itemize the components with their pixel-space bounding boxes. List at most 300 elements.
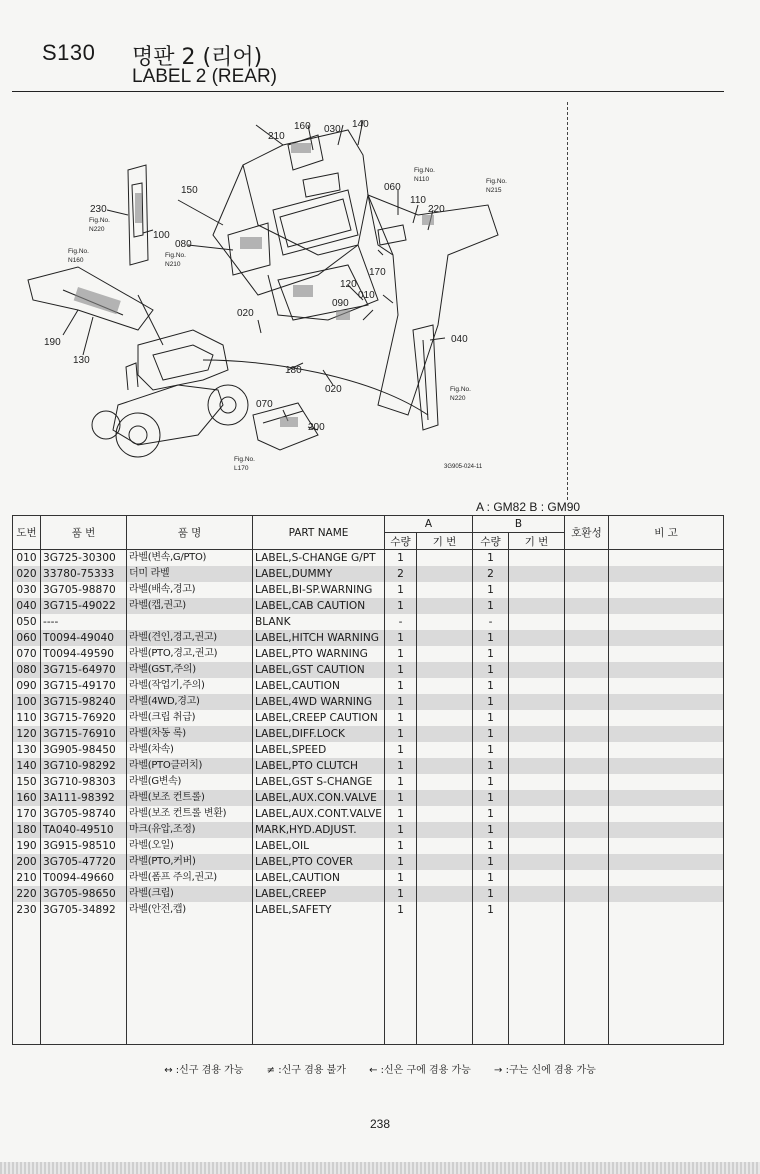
- cell-qty-b: 1: [473, 822, 509, 838]
- cell-name-ko: 라벨(GST,주의): [127, 662, 253, 678]
- cell-qty-a: 1: [385, 758, 417, 774]
- cell-qty-a: 1: [385, 630, 417, 646]
- cell-interchange: [565, 614, 609, 630]
- header-code-a: 기 번: [417, 533, 473, 550]
- cell-qty-a: 1: [385, 646, 417, 662]
- cell-part-no: 3G715-98240: [41, 694, 127, 710]
- cell-qty-a: 1: [385, 774, 417, 790]
- cell-part-no: 3G715-64970: [41, 662, 127, 678]
- cell-qty-a: 1: [385, 806, 417, 822]
- legend-old-to-new: → :구는 신에 겸용 가능: [494, 1065, 596, 1076]
- cell-qty-b: 1: [473, 678, 509, 694]
- cell-qty-b: 1: [473, 710, 509, 726]
- cell-qty-a: 1: [385, 550, 417, 567]
- cell-code-b: [509, 886, 565, 902]
- cell-code-a: [417, 662, 473, 678]
- cell-interchange: [565, 710, 609, 726]
- cell-interchange: [565, 662, 609, 678]
- table-row: [13, 614, 724, 630]
- cell-ref-no: 060: [13, 630, 41, 646]
- callout-010: 010: [358, 290, 375, 301]
- cell-interchange: [565, 886, 609, 902]
- table-row: [13, 646, 724, 662]
- cell-ref-no: 080: [13, 662, 41, 678]
- cell-qty-b: 1: [473, 758, 509, 774]
- cell-ref-no: 230: [13, 902, 41, 918]
- cell-part-no: 3G915-98510: [41, 838, 127, 854]
- figref-n220-left-line1: Fig.No.: [89, 217, 110, 224]
- cell-remarks: [609, 694, 724, 710]
- cell-ref-no: 090: [13, 678, 41, 694]
- cell-code-b: [509, 726, 565, 742]
- header-qty-a: 수량: [385, 533, 417, 550]
- cell-qty-b: 1: [473, 646, 509, 662]
- table-row: [13, 598, 724, 614]
- table-row: [13, 726, 724, 742]
- cell-part-name: LABEL,SPEED: [253, 742, 385, 758]
- callout-130: 130: [73, 355, 90, 366]
- figref-l170-line1: Fig.No.: [234, 456, 255, 463]
- cell-qty-b: 1: [473, 854, 509, 870]
- cell-part-name: LABEL,PTO WARNING: [253, 646, 385, 662]
- cell-ref-no: 210: [13, 870, 41, 886]
- cell-code-a: [417, 742, 473, 758]
- cell-name-ko: 라벨(작업기,주의): [127, 678, 253, 694]
- cell-qty-b: 1: [473, 550, 509, 567]
- empty-cell: [13, 918, 41, 1045]
- cell-remarks: [609, 726, 724, 742]
- cell-name-ko: 라벨(PTO,커버): [127, 854, 253, 870]
- cell-code-a: [417, 790, 473, 806]
- figref-n220-right-line1: Fig.No.: [450, 386, 471, 393]
- cell-qty-a: 1: [385, 790, 417, 806]
- legend-not-interchangeable: ≠ :신구 겸용 불가: [266, 1065, 346, 1076]
- cell-part-no: ----: [41, 614, 127, 630]
- cell-code-a: [417, 806, 473, 822]
- figref-n210-line2: N210: [165, 261, 181, 268]
- cell-part-name: LABEL,AUX.CON.VALVE: [253, 790, 385, 806]
- model-legend: A : GM82 B : GM90: [476, 500, 581, 514]
- header-part-no: 품 번: [41, 516, 127, 550]
- cell-part-no: T0094-49590: [41, 646, 127, 662]
- table-row: [13, 774, 724, 790]
- header-part-name: PART NAME: [253, 516, 385, 550]
- cell-part-no: 3G715-49022: [41, 598, 127, 614]
- cell-name-ko: 라벨(폼프 주의,권고): [127, 870, 253, 886]
- cell-qty-a: 1: [385, 694, 417, 710]
- cell-interchange: [565, 694, 609, 710]
- cell-qty-b: 1: [473, 582, 509, 598]
- cell-interchange: [565, 582, 609, 598]
- figref-n215-line1: Fig.No.: [486, 178, 507, 185]
- cell-part-name: LABEL,CREEP CAUTION: [253, 710, 385, 726]
- cell-qty-a: 1: [385, 886, 417, 902]
- cell-code-a: [417, 886, 473, 902]
- cell-code-b: [509, 806, 565, 822]
- callout-190: 190: [44, 337, 61, 348]
- cell-code-a: [417, 838, 473, 854]
- cell-code-a: [417, 902, 473, 918]
- table-row: [13, 566, 724, 582]
- cell-name-ko: 마크(유압,조정): [127, 822, 253, 838]
- cell-part-name: LABEL,AUX.CONT.VALVE: [253, 806, 385, 822]
- empty-cell: [473, 918, 509, 1045]
- cell-remarks: [609, 598, 724, 614]
- cell-interchange: [565, 870, 609, 886]
- cell-remarks: [609, 790, 724, 806]
- cell-code-a: [417, 870, 473, 886]
- cell-qty-a: 1: [385, 598, 417, 614]
- cell-interchange: [565, 774, 609, 790]
- cell-part-name: LABEL,SAFETY: [253, 902, 385, 918]
- table-row: [13, 662, 724, 678]
- cell-name-ko: 라벨(크립): [127, 886, 253, 902]
- cell-part-no: 3A111-98392: [41, 790, 127, 806]
- callout-200: 200: [308, 422, 325, 433]
- cell-part-no: 3G705-98650: [41, 886, 127, 902]
- cell-remarks: [609, 758, 724, 774]
- callout-210: 210: [268, 131, 285, 142]
- legend-both-ways: ↔ :신구 겸용 가능: [164, 1065, 244, 1076]
- table-row: [13, 838, 724, 854]
- cell-part-name: LABEL,HITCH WARNING: [253, 630, 385, 646]
- cell-qty-a: 1: [385, 726, 417, 742]
- header-code-b: 기 번: [509, 533, 565, 550]
- cell-remarks: [609, 806, 724, 822]
- cell-part-no: 3G710-98303: [41, 774, 127, 790]
- cell-code-a: [417, 774, 473, 790]
- cell-part-name: LABEL,GST S-CHANGE: [253, 774, 385, 790]
- cell-part-name: LABEL,S-CHANGE G/PT: [253, 550, 385, 567]
- cell-part-no: 3G705-47720: [41, 854, 127, 870]
- cell-code-a: [417, 854, 473, 870]
- title-divider: [12, 91, 724, 92]
- cell-interchange: [565, 902, 609, 918]
- cell-name-ko: 라벨(G변속): [127, 774, 253, 790]
- cell-part-name: LABEL,BI-SP.WARNING: [253, 582, 385, 598]
- cell-part-name: LABEL,DIFF.LOCK: [253, 726, 385, 742]
- cell-qty-a: 1: [385, 710, 417, 726]
- cell-part-name: LABEL,GST CAUTION: [253, 662, 385, 678]
- cell-name-ko: 라벨(오일): [127, 838, 253, 854]
- cell-name-ko: 라벨(변속,G/PTO): [127, 550, 253, 567]
- cell-code-b: [509, 582, 565, 598]
- cell-qty-b: 1: [473, 630, 509, 646]
- table-row: [13, 902, 724, 918]
- drawing-code: 3G905-024-11: [444, 464, 483, 470]
- figref-n215-line2: N215: [486, 187, 502, 194]
- cell-remarks: [609, 646, 724, 662]
- callout-150: 150: [181, 185, 198, 196]
- cell-remarks: [609, 822, 724, 838]
- cell-part-no: 3G725-30300: [41, 550, 127, 567]
- callout-160: 160: [294, 121, 311, 132]
- cell-code-a: [417, 694, 473, 710]
- cell-name-ko: 라벨(견인,경고,권고): [127, 630, 253, 646]
- cell-part-no: 3G705-98740: [41, 806, 127, 822]
- cell-interchange: [565, 838, 609, 854]
- cell-qty-b: -: [473, 614, 509, 630]
- cell-qty-b: 1: [473, 902, 509, 918]
- cell-code-b: [509, 790, 565, 806]
- cell-remarks: [609, 902, 724, 918]
- header-group-b: B: [473, 516, 565, 533]
- interchange-legend: [0, 1061, 760, 1076]
- cell-ref-no: 160: [13, 790, 41, 806]
- cell-remarks: [609, 742, 724, 758]
- diagram-divider: [567, 102, 568, 500]
- cell-interchange: [565, 646, 609, 662]
- cell-ref-no: 130: [13, 742, 41, 758]
- exploded-parts-diagram: [18, 105, 558, 505]
- cell-name-ko: 라벨(배속,경고): [127, 582, 253, 598]
- cell-part-no: 3G715-49170: [41, 678, 127, 694]
- cell-ref-no: 020: [13, 566, 41, 582]
- cell-ref-no: 070: [13, 646, 41, 662]
- cell-ref-no: 120: [13, 726, 41, 742]
- cell-part-no: 3G705-34892: [41, 902, 127, 918]
- cell-remarks: [609, 614, 724, 630]
- cell-qty-a: 2: [385, 566, 417, 582]
- figref-n210-line1: Fig.No.: [165, 252, 186, 259]
- cell-part-no: 3G715-76910: [41, 726, 127, 742]
- cell-qty-b: 1: [473, 662, 509, 678]
- cell-ref-no: 140: [13, 758, 41, 774]
- cell-part-name: MARK,HYD.ADJUST.: [253, 822, 385, 838]
- cell-ref-no: 100: [13, 694, 41, 710]
- cell-remarks: [609, 710, 724, 726]
- cell-ref-no: 110: [13, 710, 41, 726]
- section-code: S130: [42, 40, 96, 65]
- cell-remarks: [609, 854, 724, 870]
- cell-code-a: [417, 646, 473, 662]
- cell-qty-b: 1: [473, 838, 509, 854]
- cell-remarks: [609, 886, 724, 902]
- cell-code-a: [417, 678, 473, 694]
- cell-remarks: [609, 774, 724, 790]
- cell-code-b: [509, 758, 565, 774]
- cell-code-b: [509, 854, 565, 870]
- page-title-english: LABEL 2 (REAR): [132, 66, 278, 87]
- cell-name-ko: 라벨(차동 록): [127, 726, 253, 742]
- cell-name-ko: 라벨(PTO,경고,권고): [127, 646, 253, 662]
- cell-code-a: [417, 726, 473, 742]
- cell-interchange: [565, 854, 609, 870]
- cell-interchange: [565, 566, 609, 582]
- cell-code-a: [417, 582, 473, 598]
- cell-qty-b: 1: [473, 694, 509, 710]
- callout-120: 120: [340, 279, 357, 290]
- cell-name-ko: 라벨(PTO클러치): [127, 758, 253, 774]
- cell-ref-no: 190: [13, 838, 41, 854]
- cell-qty-a: 1: [385, 582, 417, 598]
- cell-remarks: [609, 630, 724, 646]
- cell-qty-a: 1: [385, 854, 417, 870]
- cell-code-b: [509, 694, 565, 710]
- callout-040: 040: [451, 334, 468, 345]
- cell-code-b: [509, 566, 565, 582]
- header-interchange: 호환성: [565, 516, 609, 550]
- table-row: [13, 550, 724, 567]
- cell-part-name: LABEL,4WD WARNING: [253, 694, 385, 710]
- cell-part-name: LABEL,CAB CAUTION: [253, 598, 385, 614]
- cell-part-no: 33780-75333: [41, 566, 127, 582]
- cell-interchange: [565, 806, 609, 822]
- cell-code-b: [509, 774, 565, 790]
- cell-code-a: [417, 710, 473, 726]
- cell-qty-a: 1: [385, 838, 417, 854]
- cell-part-no: T0094-49660: [41, 870, 127, 886]
- table-empty-space: [13, 918, 724, 1045]
- cell-ref-no: 040: [13, 598, 41, 614]
- cell-ref-no: 030: [13, 582, 41, 598]
- cell-ref-no: 170: [13, 806, 41, 822]
- cell-name-ko: 더미 라벨: [127, 566, 253, 582]
- callout-180: 180: [285, 365, 302, 376]
- cell-code-b: [509, 678, 565, 694]
- table-row: [13, 694, 724, 710]
- callout-060: 060: [384, 182, 401, 193]
- cell-interchange: [565, 630, 609, 646]
- cell-interchange: [565, 550, 609, 567]
- header-group-a: A: [385, 516, 473, 533]
- table-header-row: [13, 516, 724, 533]
- cell-remarks: [609, 838, 724, 854]
- callout-220: 220: [428, 204, 445, 215]
- cell-ref-no: 180: [13, 822, 41, 838]
- table-row: [13, 790, 724, 806]
- cell-code-a: [417, 598, 473, 614]
- cell-code-b: [509, 742, 565, 758]
- cell-qty-b: 1: [473, 790, 509, 806]
- cell-interchange: [565, 790, 609, 806]
- header-qty-b: 수량: [473, 533, 509, 550]
- cell-name-ko: 라벨(크립 취급): [127, 710, 253, 726]
- cell-code-b: [509, 614, 565, 630]
- cell-part-no: 3G705-98870: [41, 582, 127, 598]
- cell-code-b: [509, 902, 565, 918]
- table-row: [13, 870, 724, 886]
- cell-qty-a: -: [385, 614, 417, 630]
- legend-new-to-old: ← :신은 구에 겸용 가능: [369, 1065, 471, 1076]
- cell-name-ko: 라벨(캡,권고): [127, 598, 253, 614]
- cell-remarks: [609, 678, 724, 694]
- cell-qty-b: 1: [473, 870, 509, 886]
- cell-code-a: [417, 550, 473, 567]
- cell-part-name: LABEL,PTO COVER: [253, 854, 385, 870]
- table-row: [13, 630, 724, 646]
- empty-cell: [509, 918, 565, 1045]
- cell-code-a: [417, 630, 473, 646]
- cell-ref-no: 220: [13, 886, 41, 902]
- empty-cell: [253, 918, 385, 1045]
- callout-090: 090: [332, 298, 349, 309]
- cell-code-b: [509, 646, 565, 662]
- cell-code-b: [509, 710, 565, 726]
- empty-cell: [565, 918, 609, 1045]
- callout-230: 230: [90, 204, 107, 215]
- cell-part-name: LABEL,PTO CLUTCH: [253, 758, 385, 774]
- empty-cell: [127, 918, 253, 1045]
- table-row: [13, 582, 724, 598]
- table-row: [13, 822, 724, 838]
- callout-020-lower: 020: [325, 384, 342, 395]
- cell-part-name: LABEL,OIL: [253, 838, 385, 854]
- table-row: [13, 710, 724, 726]
- cell-interchange: [565, 726, 609, 742]
- cell-code-b: [509, 598, 565, 614]
- cell-ref-no: 050: [13, 614, 41, 630]
- figref-n220-right-line2: N220: [450, 395, 466, 402]
- cell-qty-a: 1: [385, 742, 417, 758]
- empty-cell: [41, 918, 127, 1045]
- cell-name-ko: 라벨(보조 컨트롤 변환): [127, 806, 253, 822]
- cell-qty-a: 1: [385, 662, 417, 678]
- figref-n160-line1: Fig.No.: [68, 248, 89, 255]
- figref-n160-line2: N160: [68, 257, 84, 264]
- cell-interchange: [565, 758, 609, 774]
- cell-remarks: [609, 582, 724, 598]
- cell-qty-b: 1: [473, 726, 509, 742]
- cell-remarks: [609, 662, 724, 678]
- cell-code-b: [509, 870, 565, 886]
- cell-qty-b: 1: [473, 598, 509, 614]
- cell-name-ko: 라벨(안전,캡): [127, 902, 253, 918]
- figref-n110-line2: N110: [414, 176, 430, 183]
- cell-qty-a: 1: [385, 822, 417, 838]
- cell-name-ko: 라벨(보조 컨트롤): [127, 790, 253, 806]
- cell-code-a: [417, 758, 473, 774]
- cell-code-b: [509, 630, 565, 646]
- callout-080: 080: [175, 239, 192, 250]
- cell-code-a: [417, 566, 473, 582]
- figref-l170-line2: L170: [234, 465, 249, 472]
- figref-n110-line1: Fig.No.: [414, 167, 435, 174]
- header-remarks: 비 고: [609, 516, 724, 550]
- cell-remarks: [609, 870, 724, 886]
- cell-name-ko: 라벨(4WD,경고): [127, 694, 253, 710]
- empty-cell: [417, 918, 473, 1045]
- cell-code-b: [509, 822, 565, 838]
- cell-qty-b: 1: [473, 886, 509, 902]
- cell-part-name: LABEL,CAUTION: [253, 678, 385, 694]
- parts-table: [12, 515, 724, 1045]
- cell-ref-no: 150: [13, 774, 41, 790]
- callout-110: 110: [410, 195, 426, 206]
- cell-ref-no: 010: [13, 550, 41, 567]
- cell-part-no: TA040-49510: [41, 822, 127, 838]
- table-row: [13, 758, 724, 774]
- callout-070: 070: [256, 399, 273, 410]
- cell-qty-b: 2: [473, 566, 509, 582]
- empty-cell: [385, 918, 417, 1045]
- table-row: [13, 854, 724, 870]
- page-title-korean: 명판 2 (리어): [132, 45, 263, 70]
- cell-interchange: [565, 822, 609, 838]
- cell-part-name: LABEL,CREEP: [253, 886, 385, 902]
- cell-code-b: [509, 662, 565, 678]
- cell-qty-b: 1: [473, 774, 509, 790]
- cell-part-name: LABEL,DUMMY: [253, 566, 385, 582]
- table-row: [13, 886, 724, 902]
- cell-part-name: LABEL,CAUTION: [253, 870, 385, 886]
- figref-n220-left-line2: N220: [89, 226, 105, 233]
- scan-edge: [0, 1162, 760, 1174]
- cell-interchange: [565, 742, 609, 758]
- cell-part-no: 3G710-98292: [41, 758, 127, 774]
- callout-140: 140: [352, 119, 369, 130]
- cell-remarks: [609, 566, 724, 582]
